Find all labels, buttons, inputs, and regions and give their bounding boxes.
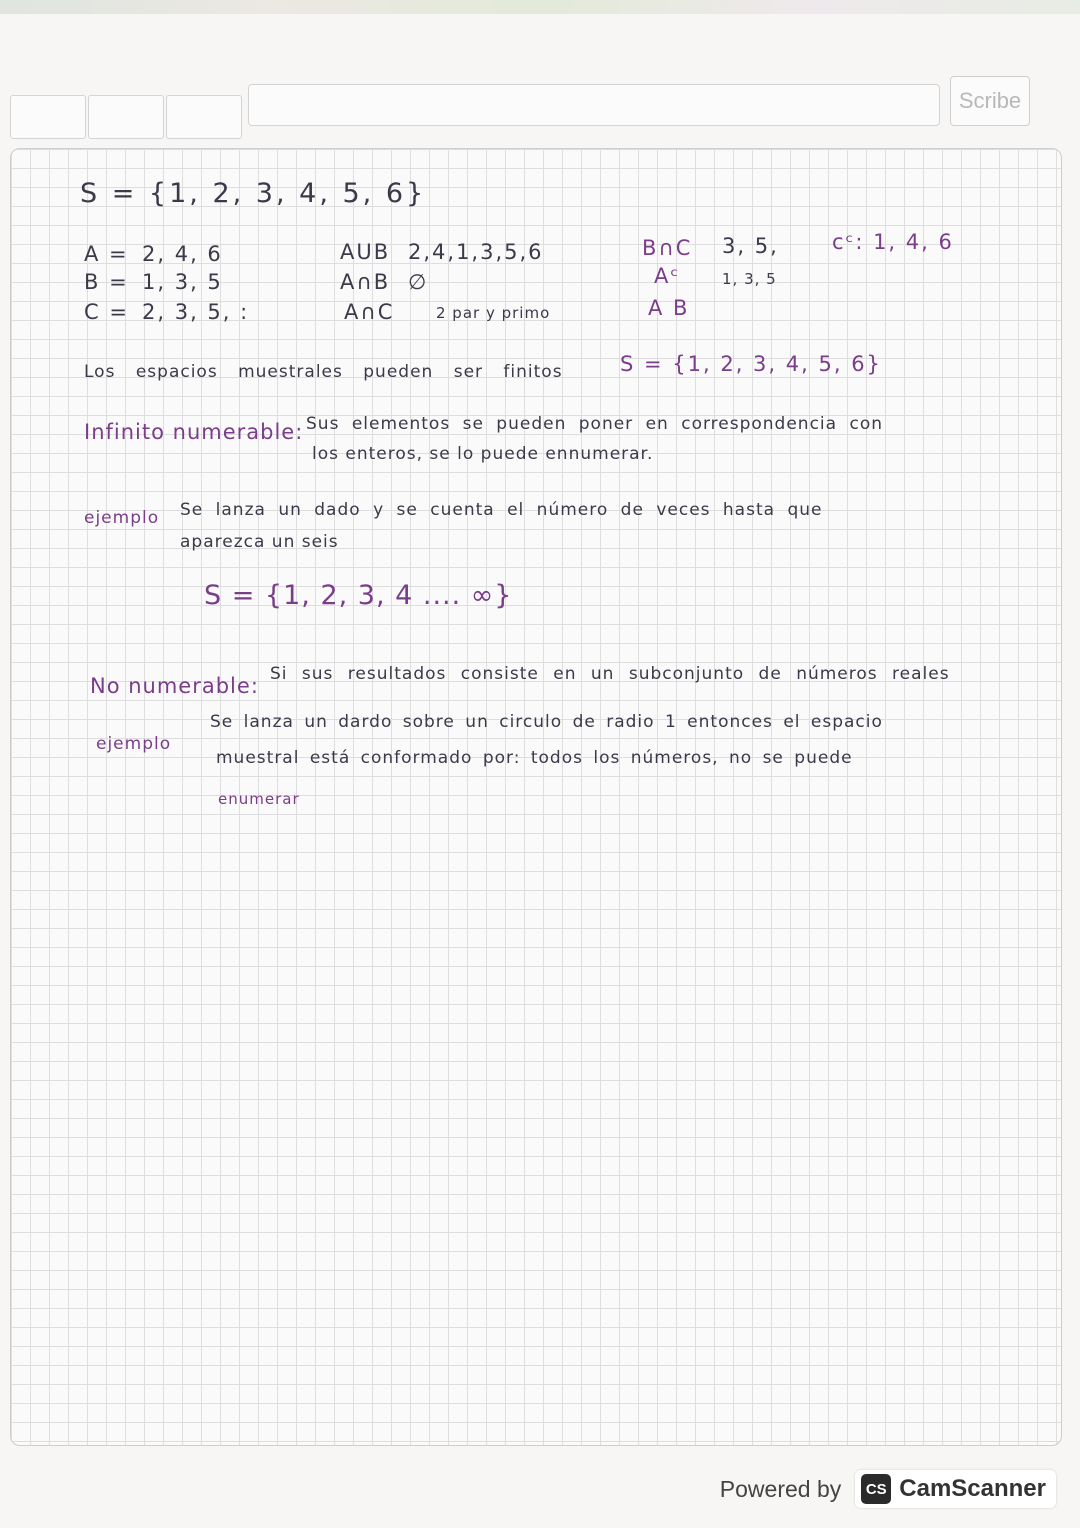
set-a-value: 2, 4, 6	[142, 242, 223, 266]
camscanner-badge	[855, 1470, 1056, 1508]
complement-a-value: 1, 3, 5	[722, 270, 777, 288]
example-1-text-1: Se lanza un dado y se cuenta el número de veces hasta que	[180, 500, 823, 520]
sample-space-set: S = {1, 2, 3, 4, 5, 6}	[80, 178, 427, 209]
set-a-label: A =	[84, 242, 129, 266]
set-c-value: 2, 3, 5, :	[142, 300, 250, 324]
set-b-value: 1, 3, 5	[142, 270, 223, 294]
non-countable-text: Si sus resultados consiste en un subconjunto de números reales	[270, 664, 950, 684]
infinite-countable-text-2: los enteros, se lo puede ennumerar.	[312, 444, 654, 464]
grid-paper-sheet	[10, 148, 1062, 1446]
set-c-label: C =	[84, 300, 129, 324]
example-2-label: ejemplo	[96, 734, 172, 754]
intersection-ab-value: ∅	[408, 270, 429, 294]
intersection-ac-value: 2 par y primo	[436, 304, 551, 322]
infinite-countable-text-1: Sus elementos se pueden poner en correspondencia con	[306, 414, 883, 434]
header-cell	[88, 95, 164, 139]
notebook-header-cells	[10, 95, 244, 137]
non-countable-label: No numerable:	[90, 674, 259, 698]
set-b-label: B =	[84, 270, 129, 294]
camscanner-watermark	[720, 1470, 1056, 1508]
header-cell	[10, 95, 86, 139]
union-label: AUB	[340, 240, 391, 264]
top-edge-strip	[0, 0, 1080, 14]
finite-statement: Los espacios muestrales pueden ser finitos	[84, 362, 563, 382]
finite-set: S = {1, 2, 3, 4, 5, 6}	[620, 352, 882, 376]
example-1-text-2: aparezca un seis	[180, 532, 339, 552]
intersection-ab-label: A∩B	[340, 270, 391, 294]
complement-a-label: Aᶜ	[654, 264, 681, 288]
intersection-ac-label: A∩C	[344, 300, 395, 324]
powered-by-text: Powered by	[719, 1475, 842, 1502]
union-value: 2,4,1,3,5,6	[408, 240, 544, 264]
example-2-text-1: Se lanza un dardo sobre un circulo de radio 1 entonces el espacio	[210, 712, 883, 732]
example-1-label: ejemplo	[84, 508, 160, 528]
intersection-bc-label: B∩C	[642, 236, 693, 260]
intersection-bc-value: 3, 5,	[722, 234, 779, 258]
example-2-text-2: muestral está conformado por: todos los números, no se puede	[216, 748, 853, 768]
notebook-header-title-box	[248, 84, 940, 126]
infinite-countable-label: Infinito numerable:	[84, 420, 304, 444]
a-minus-b-label: A B	[648, 296, 690, 320]
example-1-set: S = {1, 2, 3, 4 .... ∞}	[204, 580, 513, 611]
header-cell	[166, 95, 242, 139]
camscanner-icon: CS	[861, 1474, 891, 1504]
scribe-logo: Scribe	[950, 76, 1030, 126]
camscanner-name: CamScanner	[899, 1475, 1046, 1502]
example-2-text-3: enumerar	[218, 790, 300, 808]
complement-c: cᶜ: 1, 4, 6	[832, 230, 954, 254]
